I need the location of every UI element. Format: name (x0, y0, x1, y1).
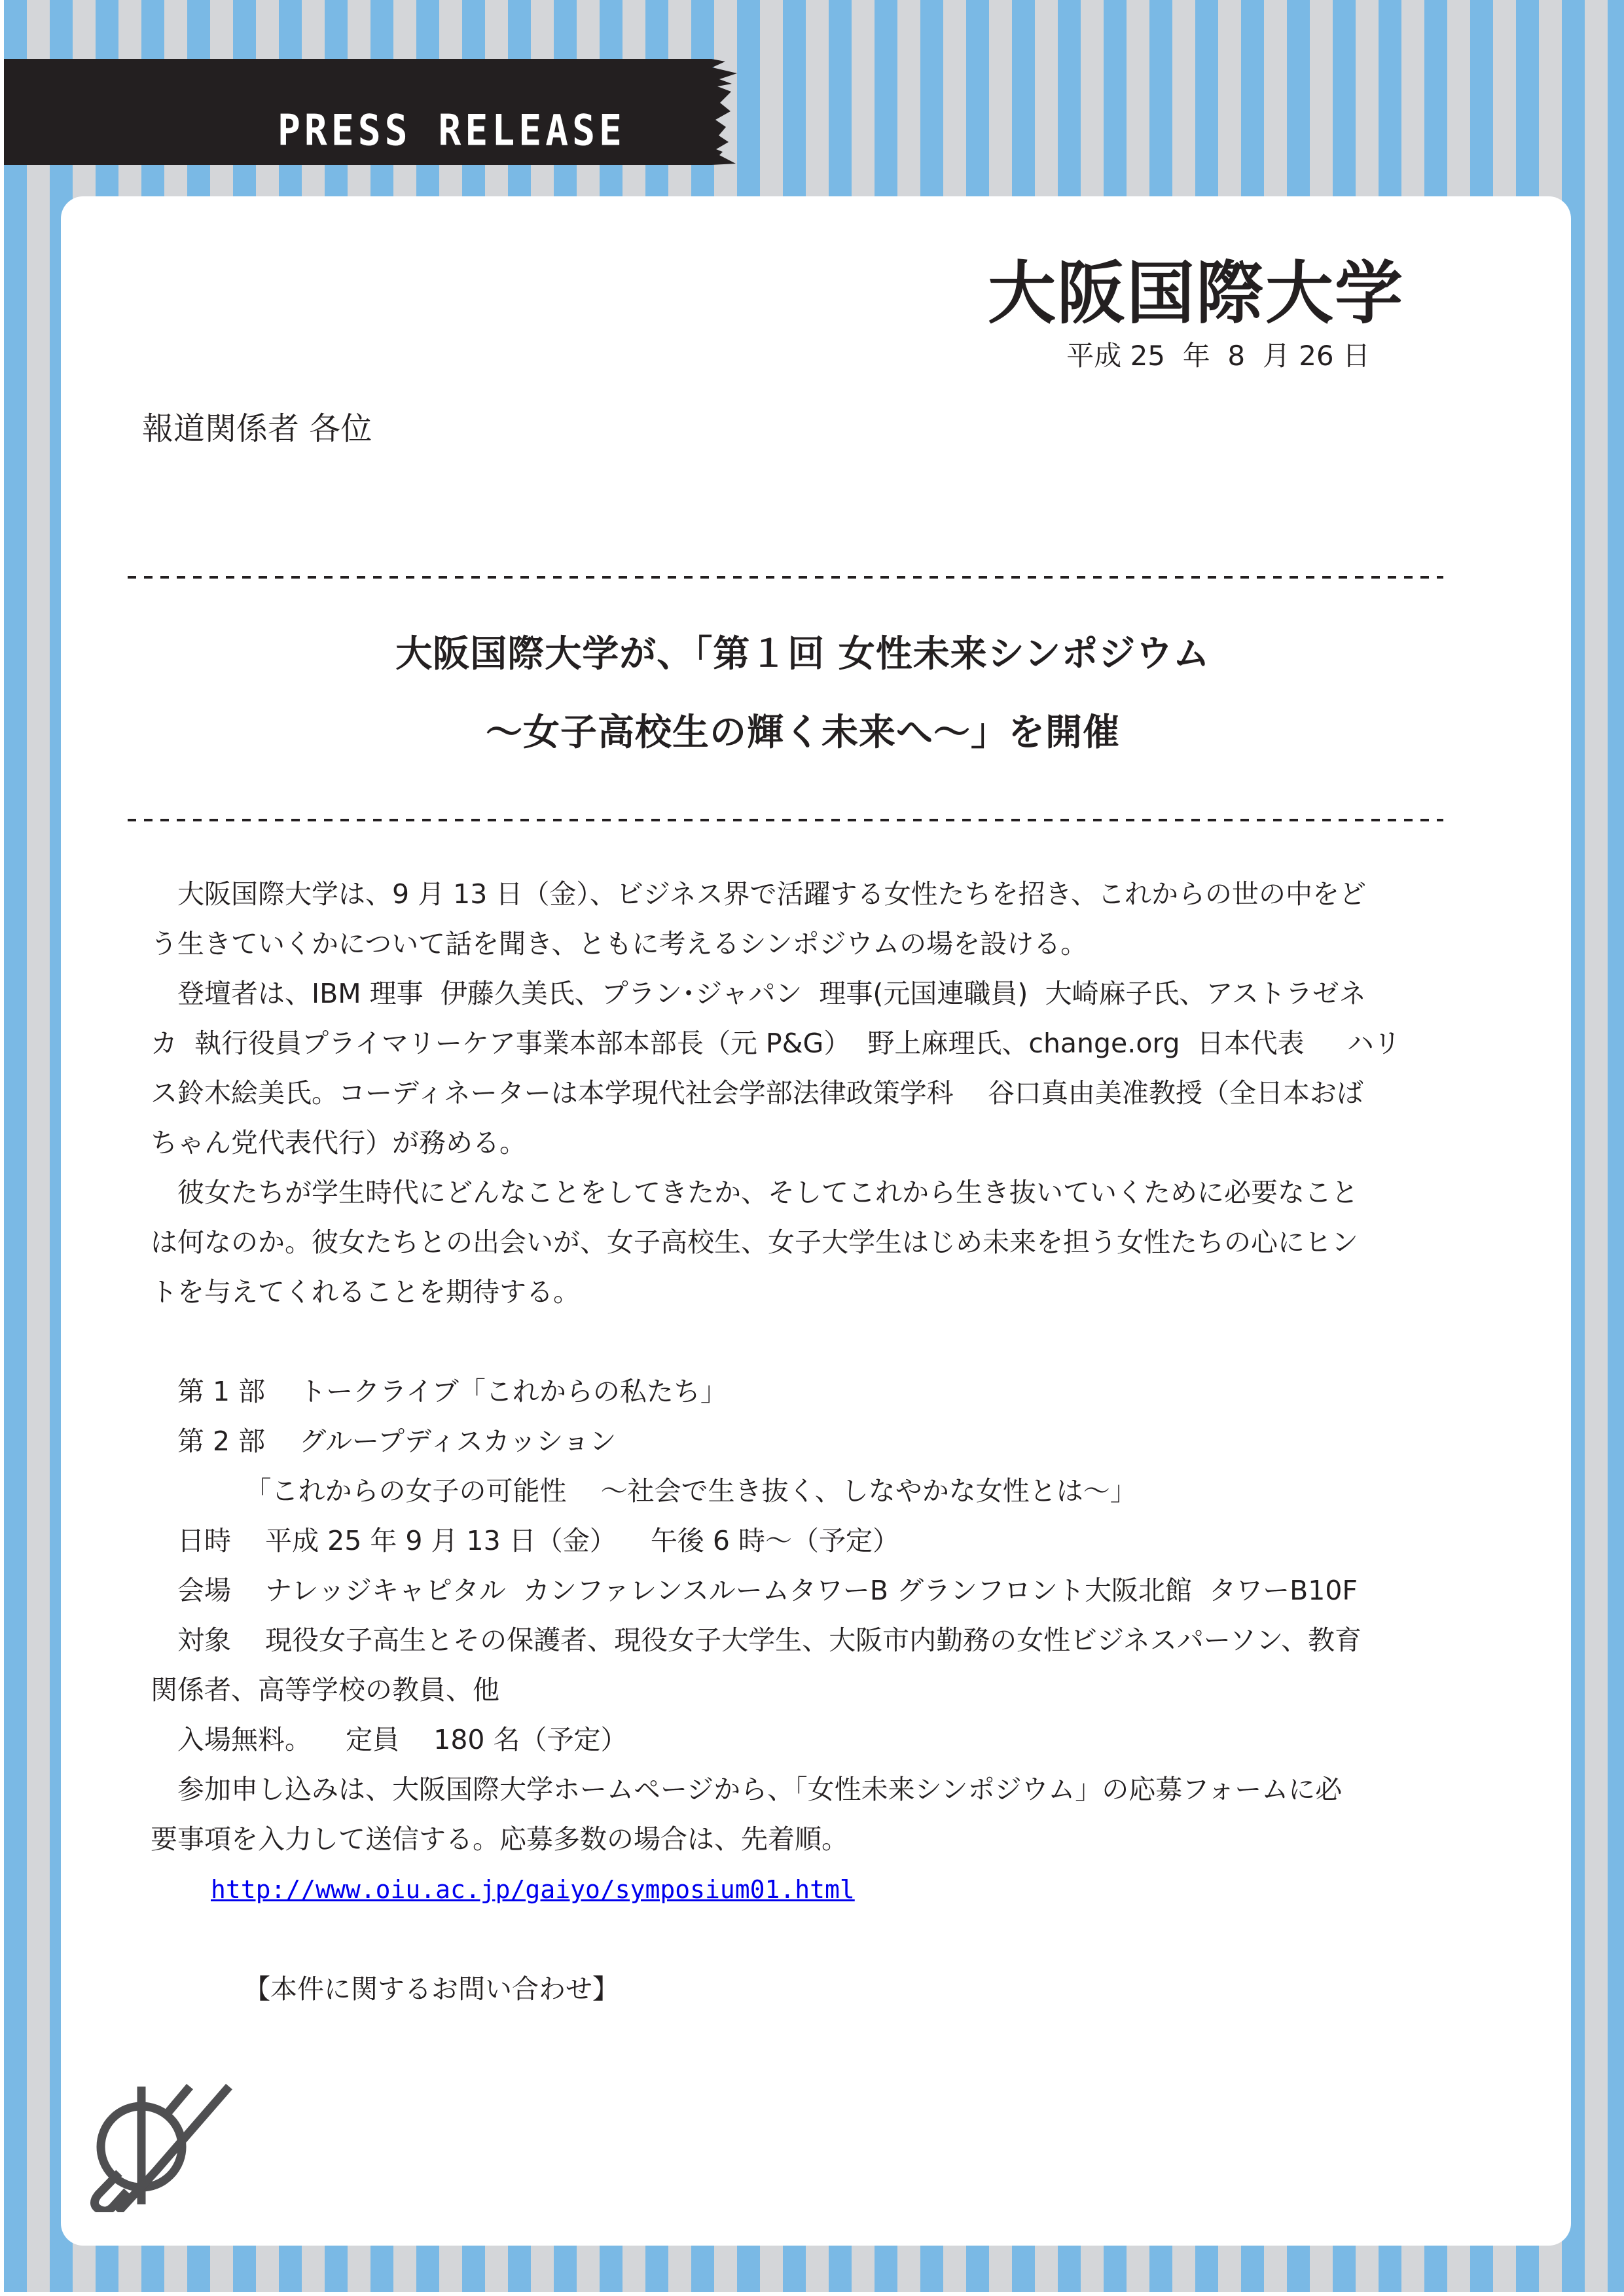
university-name: 大阪国際大学 (987, 253, 1404, 333)
detail-line: 日時 平成 25 年 9 月 13 日（金） 午後 6 時～（予定） (151, 1525, 900, 1556)
body-line: は何なのか。彼女たちとの出会いが、女子高校生、女子大学生はじめ未来を担う女性たちの心にヒン (151, 1227, 1358, 1258)
link-line (151, 1864, 1512, 1914)
detail-line: 参加申し込みは、大阪国際大学ホームページから、「女性未来シンポジウム」の応募フォームに必 (151, 1774, 1343, 1805)
detail-line: 要事項を入力して送信する。応募多数の場合は、先着順。 (151, 1823, 848, 1855)
body-line: ちゃん党代表代行）が務める。 (151, 1127, 526, 1158)
document-body (151, 869, 1512, 2014)
body-line: ス鈴木絵美氏。コーディネーターは本学現代社会学部法律政策学科 谷口真由美准教授（全日本おば (151, 1077, 1363, 1109)
body-line: カ 執行役員プライマリーケア事業本部本部長（元 P&G） 野上麻理氏、change.org 日本代表 ハリ (151, 1028, 1401, 1059)
detail-line: 入場無料。 定員 180 名（予定） (151, 1724, 628, 1755)
headline-line-1: 大阪国際大学が、「第１回 女性未来シンポジウム (395, 633, 1210, 675)
detail-line: 「これからの女子の可能性 ～社会で生き抜く、しなやかな女性とは～」 (151, 1475, 1137, 1507)
headline-line-2: ～女子高校生の輝く未来へ～」を開催 (486, 711, 1120, 754)
spacer (151, 1914, 1512, 1964)
detail-line: 対象 現役女子高生とその保護者、現役女子大学生、大阪市内勤務の女性ビジネスパーソン、教育 (151, 1624, 1362, 1656)
body-line: 大阪国際大学は、9 月 13 日（金）、ビジネス界で活躍する女性たちを招き、これからの世の中をど (151, 878, 1366, 910)
contact-heading: 【本件に関するお問い合わせ】 (244, 1973, 619, 2005)
dashed-divider-bottom (128, 819, 1443, 821)
recipients-line: 報道関係者 各位 (142, 410, 372, 447)
symposium-link[interactable]: http://www.oiu.ac.jp/gaiyo/symposium01.html (211, 1875, 855, 1904)
body-line: トを与えてくれることを期待する。 (151, 1276, 580, 1308)
detail-line: 会場 ナレッジキャピタル カンファレンスルームタワーB グランフロント大阪北館 タワーB10F (151, 1575, 1358, 1606)
university-logo (79, 2075, 236, 2212)
detail-line: 関係者、高等学校の教員、他 (151, 1674, 499, 1706)
detail-line: 第 1 部 トークライブ「これからの私たち」 (151, 1376, 727, 1407)
body-line: 彼女たちが学生時代にどんなことをしてきたか、そしてこれから生き抜いていくために必要なこと (151, 1177, 1358, 1208)
press-release-label: PRESS RELEASE (278, 105, 626, 156)
body-line: 登壇者は、IBM 理事 伊藤久美氏、プラン･ジャパン 理事(元国連職員) 大崎麻子氏、アストラゼネ (151, 978, 1366, 1009)
university-logo-mark-icon (79, 2075, 236, 2212)
release-date: 平成 25 年 8 月 26 日 (1066, 340, 1370, 372)
body-line: う生きていくかについて話を聞き、ともに考えるシンポジウムの場を設ける。 (151, 928, 1088, 960)
detail-line: 第 2 部 グループディスカッション (151, 1426, 617, 1457)
spacer (151, 1317, 1512, 1367)
document-card (61, 196, 1571, 2246)
dashed-divider-top (128, 576, 1443, 579)
